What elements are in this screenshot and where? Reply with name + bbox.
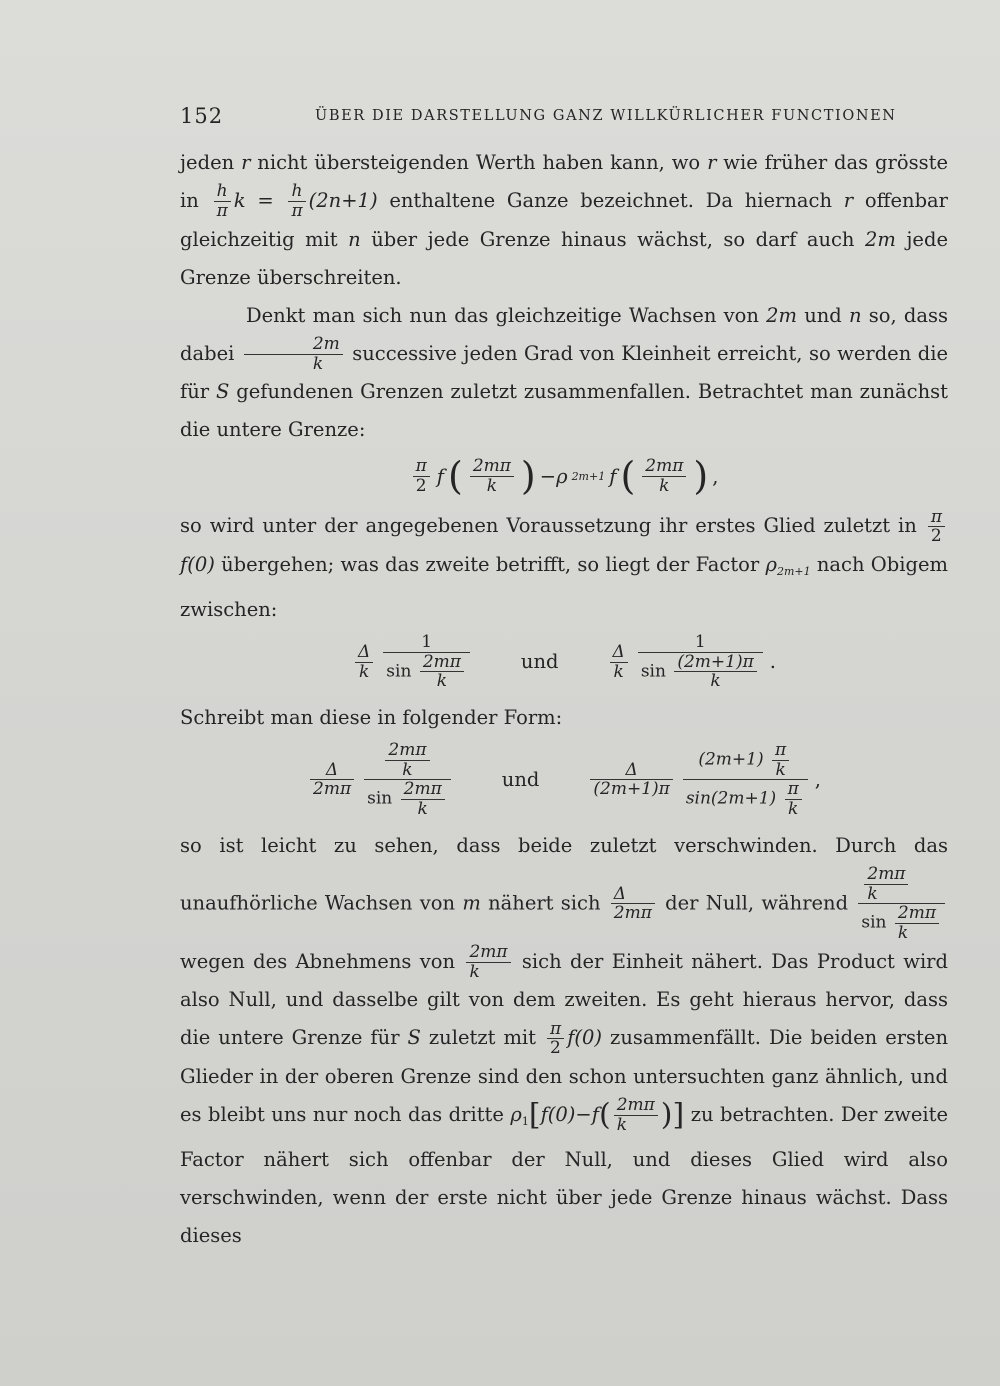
var-k: k xyxy=(233,189,246,212)
fraction-ratio xyxy=(683,741,808,819)
text: sich der Einheit nähert. Das Product wird also Null, und dasselbe gilt von dem zweiten. Es geht hieraus hervor, dass die untere Grenze für xyxy=(180,949,948,1050)
sin-label: sin xyxy=(861,912,887,933)
punctuation: , xyxy=(814,768,821,792)
var-rho: ρ xyxy=(510,1102,522,1126)
frac-num: 2mπ xyxy=(466,943,510,963)
text: Schreibt man diese in folgender Form: xyxy=(180,706,563,730)
fraction-2mpi-k xyxy=(642,457,686,495)
equation-rewritten xyxy=(180,741,948,819)
expr-2n-plus-1: (2n+1) xyxy=(308,189,378,212)
equation-bounds xyxy=(180,633,948,691)
fraction-pi-k xyxy=(772,741,789,779)
frac-den: k xyxy=(775,759,786,780)
rho-subscript: 1 xyxy=(521,1114,529,1128)
sin-label: sin xyxy=(386,661,412,682)
frac-den: 2mπ xyxy=(613,903,652,924)
text: wegen des Abnehmens von xyxy=(180,949,464,973)
fraction-delta-2m1pi xyxy=(590,761,672,799)
punctuation: , xyxy=(712,464,719,488)
text: gefundenen Grenzen zuletzt zusammenfallen. Betrachtet man zunächst die untere Grenze: xyxy=(180,380,949,442)
var-r: r xyxy=(707,151,717,174)
text: zusammenfällt. Die beiden ersten Glieder in der oberen Grenze sind den schon untersuchten ganz ähnlich, und es bleibt uns nur noch das dritte xyxy=(180,1026,948,1126)
und-word: und xyxy=(520,650,559,674)
fraction-2m-k xyxy=(244,335,343,373)
var-S: S xyxy=(407,1026,421,1050)
fraction-ratio xyxy=(364,741,451,819)
paren: ) xyxy=(660,1097,673,1133)
fraction-pi-2 xyxy=(413,457,430,495)
text: jeden xyxy=(180,151,242,174)
paren: ( xyxy=(620,453,636,498)
frac-num: 2mπ xyxy=(385,741,429,761)
fraction-pi-k xyxy=(785,780,802,818)
sin-label: sin xyxy=(640,661,666,682)
text: so wird unter der angegebenen Voraussetzung ihr erstes Glied zuletzt in xyxy=(180,514,925,538)
fraction-one-over-sin xyxy=(638,633,763,691)
var-n: n xyxy=(848,303,862,327)
func-f: f xyxy=(436,464,444,488)
text: so ist leicht zu sehen, dass beide zuletzt verschwinden. Durch das unaufhörliche Wachsen von xyxy=(180,833,948,915)
expr-f0: f(0) xyxy=(180,553,215,577)
expr-f0: f(0) xyxy=(567,1026,603,1050)
frac-den: k xyxy=(402,759,413,780)
fraction-h-pi xyxy=(214,182,231,220)
fraction-2mpi-k xyxy=(466,943,510,981)
expr-f0-minus-f: f(0)−f xyxy=(540,1102,599,1126)
fraction-delta-k xyxy=(355,643,373,681)
minus-rho: −ρ xyxy=(539,464,568,488)
frac-den: k xyxy=(897,922,909,943)
var-S: S xyxy=(215,380,230,404)
frac-den: (2m+1)π xyxy=(593,779,670,800)
frac-num: Δ xyxy=(590,761,672,781)
frac-num: 2m xyxy=(244,335,343,355)
fraction-pi-2 xyxy=(928,508,945,546)
text: zu betrachten. Der zweite Factor nähert sich offenbar der Null, und dieses Glied wird also verschwinden, wenn der erste nicht über jede Grenze hinaus wächst. Dass dieses xyxy=(180,1102,948,1247)
frac-den: π xyxy=(291,201,303,221)
fraction-2mpi-k xyxy=(864,865,908,903)
paragraph-1 xyxy=(180,144,948,297)
fraction-delta-2mpi xyxy=(611,885,655,923)
page-header xyxy=(180,102,950,132)
expr: (2m+1) xyxy=(698,749,764,770)
text: nähert sich xyxy=(480,891,608,915)
fraction-2mpi-k xyxy=(420,653,464,691)
paragraph-3 xyxy=(180,507,948,629)
fraction-pi-2 xyxy=(547,1020,564,1058)
punctuation: . xyxy=(769,650,776,674)
text: wie früher das grösste xyxy=(716,151,948,174)
paragraph-4 xyxy=(180,699,948,737)
var-2m: 2m xyxy=(766,303,797,327)
paragraph-5 xyxy=(180,827,948,1255)
frac-den: k xyxy=(469,961,480,982)
text: in xyxy=(180,189,211,212)
frac-den: 2 xyxy=(930,526,942,547)
rho-subscript: 2m+1 xyxy=(776,565,811,579)
frac-den: k xyxy=(486,476,498,497)
text: jede Grenze überschreiten. xyxy=(180,227,948,289)
func-f: f xyxy=(609,464,617,488)
paren: ( xyxy=(598,1097,611,1133)
text: enthaltene Ganze bezeichnet. Da hiernach xyxy=(377,189,844,212)
var-r: r xyxy=(843,189,854,212)
text: nicht übersteigenden Werth haben kann, wo xyxy=(250,151,708,174)
frac-num: 2mπ xyxy=(420,653,464,673)
equation-lower-bound xyxy=(180,453,948,499)
var-r: r xyxy=(241,151,251,174)
frac-den: 2 xyxy=(550,1038,561,1059)
frac-den: π xyxy=(216,201,228,221)
und-word: und xyxy=(501,768,540,792)
fraction-one-over-sin xyxy=(383,633,470,691)
text: übergehen; was das zweite betrifft, so liegt der Factor xyxy=(214,553,766,577)
frac-den: k xyxy=(788,799,799,820)
page-body xyxy=(180,144,948,1255)
sin-label: sin xyxy=(367,789,393,810)
fraction-2mpi-k xyxy=(470,457,514,495)
paragraph-2 xyxy=(180,297,948,450)
frac-num: 2mπ xyxy=(401,780,445,800)
text: der Null, während xyxy=(657,891,856,915)
frac-num: (2m+1)π xyxy=(674,653,756,673)
frac-den: k xyxy=(358,661,370,682)
frac-den: k xyxy=(616,1114,627,1135)
frac-num: 2mπ xyxy=(864,865,908,885)
text: successive jeden Grad von Kleinheit erreicht, so werden die für xyxy=(180,341,948,404)
frac-den: k xyxy=(659,476,670,497)
frac-den: k xyxy=(436,671,448,692)
fraction-2m1pi-k xyxy=(674,653,756,691)
text: Denkt man sich nun das gleichzeitige Wachsen von xyxy=(246,303,767,327)
frac-den: 2 xyxy=(415,476,427,497)
fraction-ratio xyxy=(858,865,945,943)
frac-num: 2mπ xyxy=(614,1096,658,1116)
sin-label: sin(2m+1) xyxy=(685,789,777,810)
frac-num: h xyxy=(214,182,231,202)
frac-num: Δ xyxy=(610,643,628,663)
fraction-2mpi-k xyxy=(614,1096,658,1134)
text: offenbar gleichzeitig mit xyxy=(180,189,949,251)
frac-num: π xyxy=(413,457,430,477)
fraction-h-pi xyxy=(288,182,305,220)
var-2m: 2m xyxy=(864,227,896,251)
var-m: m xyxy=(462,891,481,915)
page-number: 152 xyxy=(180,104,224,128)
frac-num: π xyxy=(785,780,802,800)
frac-den: k xyxy=(312,353,324,374)
fraction-delta-k xyxy=(610,643,628,681)
paren: ( xyxy=(447,453,463,498)
frac-den: 2mπ xyxy=(313,779,352,800)
rho-subscript: 2m+1 xyxy=(571,469,606,483)
frac-den: k xyxy=(613,661,624,682)
frac-num: π xyxy=(772,741,789,761)
fraction-delta-2mpi xyxy=(310,761,354,799)
frac-num: 2mπ xyxy=(895,904,939,924)
frac-den: k xyxy=(710,671,721,692)
frac-num: 2mπ xyxy=(470,457,514,477)
fraction-2mpi-k xyxy=(895,904,939,942)
frac-num: 1 xyxy=(638,633,763,653)
var-n: n xyxy=(348,227,361,251)
frac-num: 2mπ xyxy=(642,457,686,477)
text: nach Obigem zwischen: xyxy=(180,553,949,622)
frac-num: Δ xyxy=(611,885,655,905)
frac-num: Δ xyxy=(310,761,354,781)
running-title: ÜBER DIE DARSTELLUNG GANZ WILLKÜRLICHER FUNCTIONEN xyxy=(315,108,897,124)
text: so, dass dabei xyxy=(180,303,948,365)
equals-sign: = xyxy=(257,189,274,212)
paren: ) xyxy=(693,453,709,498)
frac-num: 1 xyxy=(383,633,470,653)
frac-num: π xyxy=(928,508,945,528)
frac-num: Δ xyxy=(355,643,373,663)
text: und xyxy=(797,303,849,327)
bracket: [ xyxy=(528,1097,541,1133)
paren: ) xyxy=(520,453,536,498)
fraction-2mpi-k xyxy=(401,780,445,818)
var-rho: ρ xyxy=(765,553,777,577)
text: zuletzt mit xyxy=(420,1026,545,1050)
frac-den: k xyxy=(867,883,878,904)
frac-num: π xyxy=(547,1020,564,1040)
bracket: ] xyxy=(672,1097,685,1133)
frac-num: h xyxy=(288,182,305,202)
fraction-2mpi-k xyxy=(385,741,429,779)
frac-den: k xyxy=(417,799,428,820)
text: über jede Grenze hinaus wächst, so darf auch xyxy=(360,227,865,251)
